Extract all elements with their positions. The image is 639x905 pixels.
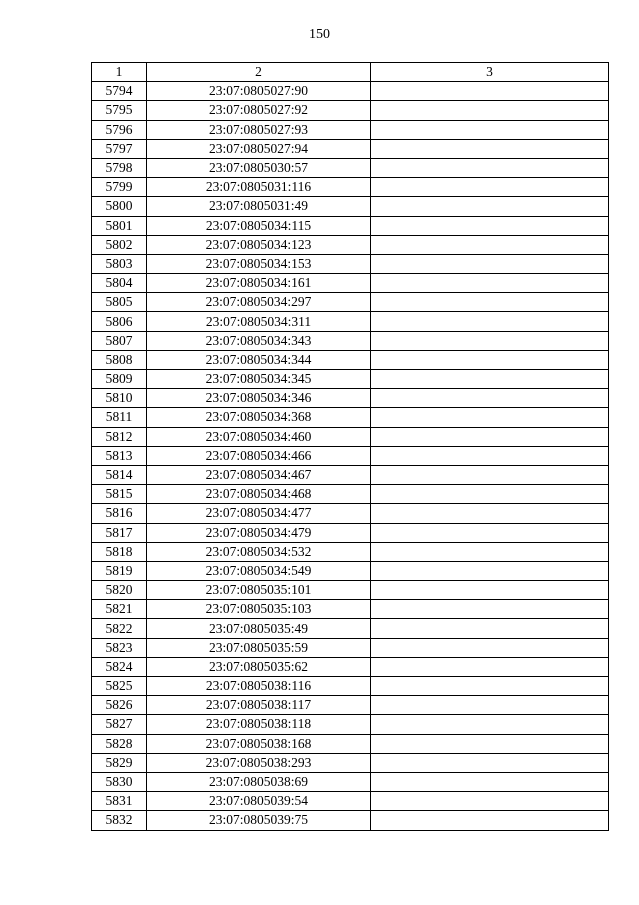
table-row — [92, 677, 609, 696]
table-row — [92, 485, 609, 504]
table-row — [92, 715, 609, 734]
cadastral-number-cell: 23:07:0805035:49 — [147, 619, 371, 638]
table-row — [92, 254, 609, 273]
cadastral-number-cell: 23:07:0805034:532 — [147, 542, 371, 561]
row-number-cell: 5823 — [92, 638, 147, 657]
row-number-cell: 5803 — [92, 254, 147, 273]
notes-cell — [371, 293, 609, 312]
table-row — [92, 82, 609, 101]
table-body — [92, 82, 609, 830]
notes-cell — [371, 101, 609, 120]
notes-cell — [371, 581, 609, 600]
cadastral-number-cell: 23:07:0805034:468 — [147, 485, 371, 504]
cadastral-number-cell: 23:07:0805034:467 — [147, 465, 371, 484]
row-number-cell: 5815 — [92, 485, 147, 504]
row-number-cell: 5801 — [92, 216, 147, 235]
cadastral-number-cell: 23:07:0805034:343 — [147, 331, 371, 350]
notes-cell — [371, 235, 609, 254]
cadastral-number-cell: 23:07:0805038:116 — [147, 677, 371, 696]
table-row — [92, 197, 609, 216]
table-row — [92, 638, 609, 657]
row-number-cell: 5832 — [92, 811, 147, 830]
notes-cell — [371, 753, 609, 772]
table-row — [92, 657, 609, 676]
table-row — [92, 734, 609, 753]
table-row — [92, 619, 609, 638]
cadastral-table — [91, 62, 609, 831]
notes-cell — [371, 350, 609, 369]
notes-cell — [371, 811, 609, 830]
table-row — [92, 408, 609, 427]
cadastral-number-cell: 23:07:0805035:103 — [147, 600, 371, 619]
cadastral-number-cell: 23:07:0805034:344 — [147, 350, 371, 369]
table-row — [92, 389, 609, 408]
notes-cell — [371, 312, 609, 331]
notes-cell — [371, 638, 609, 657]
notes-cell — [371, 139, 609, 158]
table-row — [92, 696, 609, 715]
column-header-2: 2 — [147, 63, 371, 82]
cadastral-number-cell: 23:07:0805038:69 — [147, 772, 371, 791]
cadastral-number-cell: 23:07:0805031:49 — [147, 197, 371, 216]
row-number-cell: 5821 — [92, 600, 147, 619]
table-row — [92, 235, 609, 254]
cadastral-number-cell: 23:07:0805034:346 — [147, 389, 371, 408]
row-number-cell: 5802 — [92, 235, 147, 254]
notes-cell — [371, 120, 609, 139]
cadastral-number-cell: 23:07:0805034:549 — [147, 561, 371, 580]
notes-cell — [371, 216, 609, 235]
cadastral-number-cell: 23:07:0805034:161 — [147, 274, 371, 293]
row-number-cell: 5827 — [92, 715, 147, 734]
cadastral-number-cell: 23:07:0805034:368 — [147, 408, 371, 427]
notes-cell — [371, 254, 609, 273]
cadastral-number-cell: 23:07:0805034:153 — [147, 254, 371, 273]
notes-cell — [371, 677, 609, 696]
table-row — [92, 811, 609, 830]
cadastral-number-cell: 23:07:0805034:345 — [147, 370, 371, 389]
row-number-cell: 5826 — [92, 696, 147, 715]
table-row — [92, 331, 609, 350]
row-number-cell: 5811 — [92, 408, 147, 427]
row-number-cell: 5812 — [92, 427, 147, 446]
row-number-cell: 5819 — [92, 561, 147, 580]
cadastral-number-cell: 23:07:0805027:93 — [147, 120, 371, 139]
row-number-cell: 5818 — [92, 542, 147, 561]
cadastral-number-cell: 23:07:0805034:460 — [147, 427, 371, 446]
notes-cell — [371, 504, 609, 523]
cadastral-number-cell: 23:07:0805034:479 — [147, 523, 371, 542]
cadastral-number-cell: 23:07:0805031:116 — [147, 178, 371, 197]
table-row — [92, 446, 609, 465]
cadastral-number-cell: 23:07:0805038:168 — [147, 734, 371, 753]
row-number-cell: 5810 — [92, 389, 147, 408]
row-number-cell: 5797 — [92, 139, 147, 158]
column-header-1: 1 — [92, 63, 147, 82]
cadastral-number-cell: 23:07:0805035:101 — [147, 581, 371, 600]
cadastral-number-cell: 23:07:0805034:115 — [147, 216, 371, 235]
row-number-cell: 5800 — [92, 197, 147, 216]
row-number-cell: 5828 — [92, 734, 147, 753]
row-number-cell: 5813 — [92, 446, 147, 465]
row-number-cell: 5809 — [92, 370, 147, 389]
row-number-cell: 5816 — [92, 504, 147, 523]
row-number-cell: 5824 — [92, 657, 147, 676]
notes-cell — [371, 427, 609, 446]
table-row — [92, 158, 609, 177]
notes-cell — [371, 465, 609, 484]
cadastral-number-cell: 23:07:0805034:311 — [147, 312, 371, 331]
table-row — [92, 427, 609, 446]
table-row — [92, 101, 609, 120]
row-number-cell: 5822 — [92, 619, 147, 638]
cadastral-number-cell: 23:07:0805035:59 — [147, 638, 371, 657]
notes-cell — [371, 561, 609, 580]
table-row — [92, 581, 609, 600]
cadastral-number-cell: 23:07:0805027:92 — [147, 101, 371, 120]
row-number-cell: 5799 — [92, 178, 147, 197]
table-row — [92, 504, 609, 523]
cadastral-number-cell: 23:07:0805027:94 — [147, 139, 371, 158]
table-row — [92, 523, 609, 542]
table-row — [92, 350, 609, 369]
table-row — [92, 293, 609, 312]
table-row — [92, 274, 609, 293]
page-number: 150 — [309, 27, 330, 42]
row-number-cell: 5795 — [92, 101, 147, 120]
notes-cell — [371, 600, 609, 619]
row-number-cell: 5796 — [92, 120, 147, 139]
notes-cell — [371, 274, 609, 293]
table-row — [92, 465, 609, 484]
notes-cell — [371, 657, 609, 676]
row-number-cell: 5807 — [92, 331, 147, 350]
cadastral-number-cell: 23:07:0805034:466 — [147, 446, 371, 465]
row-number-cell: 5805 — [92, 293, 147, 312]
row-number-cell: 5806 — [92, 312, 147, 331]
notes-cell — [371, 370, 609, 389]
table-row — [92, 561, 609, 580]
notes-cell — [371, 523, 609, 542]
notes-cell — [371, 715, 609, 734]
table-row — [92, 216, 609, 235]
row-number-cell: 5798 — [92, 158, 147, 177]
table-row — [92, 792, 609, 811]
table-row — [92, 753, 609, 772]
table-row — [92, 370, 609, 389]
cadastral-number-cell: 23:07:0805034:123 — [147, 235, 371, 254]
notes-cell — [371, 331, 609, 350]
table-row — [92, 542, 609, 561]
table-row — [92, 312, 609, 331]
notes-cell — [371, 485, 609, 504]
table-row — [92, 600, 609, 619]
row-number-cell: 5817 — [92, 523, 147, 542]
column-header-3: 3 — [371, 63, 609, 82]
notes-cell — [371, 734, 609, 753]
notes-cell — [371, 408, 609, 427]
row-number-cell: 5794 — [92, 82, 147, 101]
row-number-cell: 5831 — [92, 792, 147, 811]
row-number-cell: 5814 — [92, 465, 147, 484]
notes-cell — [371, 158, 609, 177]
notes-cell — [371, 619, 609, 638]
cadastral-number-cell: 23:07:0805038:293 — [147, 753, 371, 772]
cadastral-number-cell: 23:07:0805039:54 — [147, 792, 371, 811]
cadastral-number-cell: 23:07:0805038:118 — [147, 715, 371, 734]
cadastral-number-cell: 23:07:0805027:90 — [147, 82, 371, 101]
row-number-cell: 5808 — [92, 350, 147, 369]
table-header-row — [92, 63, 609, 82]
notes-cell — [371, 792, 609, 811]
notes-cell — [371, 389, 609, 408]
cadastral-number-cell: 23:07:0805039:75 — [147, 811, 371, 830]
table-row — [92, 772, 609, 791]
notes-cell — [371, 772, 609, 791]
cadastral-number-cell: 23:07:0805034:477 — [147, 504, 371, 523]
row-number-cell: 5830 — [92, 772, 147, 791]
cadastral-number-cell: 23:07:0805030:57 — [147, 158, 371, 177]
cadastral-number-cell: 23:07:0805035:62 — [147, 657, 371, 676]
notes-cell — [371, 197, 609, 216]
notes-cell — [371, 178, 609, 197]
table-row — [92, 139, 609, 158]
row-number-cell: 5829 — [92, 753, 147, 772]
table-row — [92, 178, 609, 197]
notes-cell — [371, 696, 609, 715]
row-number-cell: 5825 — [92, 677, 147, 696]
cadastral-number-cell: 23:07:0805038:117 — [147, 696, 371, 715]
notes-cell — [371, 82, 609, 101]
notes-cell — [371, 446, 609, 465]
cadastral-number-cell: 23:07:0805034:297 — [147, 293, 371, 312]
row-number-cell: 5820 — [92, 581, 147, 600]
table-row — [92, 120, 609, 139]
notes-cell — [371, 542, 609, 561]
row-number-cell: 5804 — [92, 274, 147, 293]
